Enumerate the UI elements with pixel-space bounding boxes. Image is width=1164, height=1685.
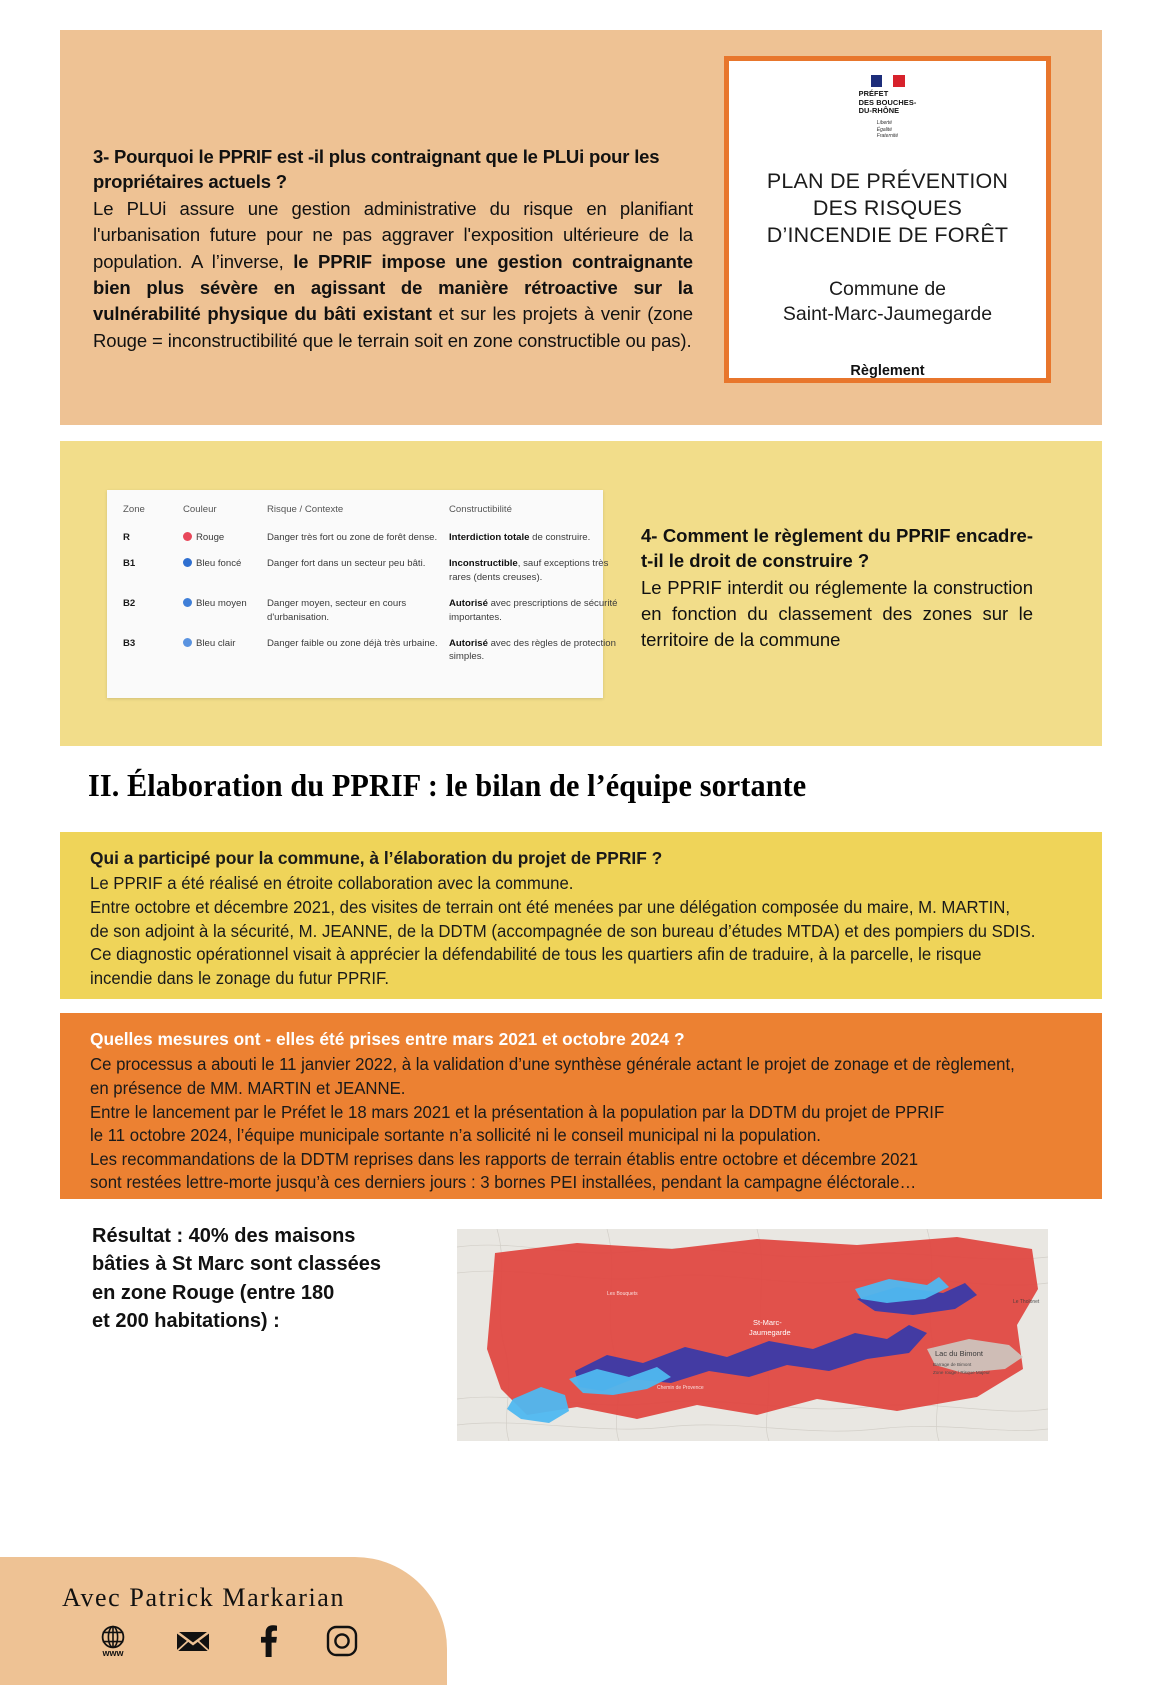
participation-lines — [90, 872, 1088, 990]
zone-risk-cell: Danger faible ou zone déjà très urbaine. — [267, 637, 438, 649]
email-link[interactable] — [176, 1629, 210, 1653]
facebook-link[interactable] — [258, 1625, 278, 1657]
header-couleur: Couleur — [183, 504, 217, 515]
measures-text — [90, 1027, 1088, 1195]
header-zone: Zone — [123, 504, 145, 515]
motto-fraternite: Fraternité — [876, 132, 899, 139]
zone-table-body — [107, 526, 635, 671]
zone-code-cell: R — [123, 532, 130, 543]
color-swatch-icon — [183, 558, 192, 567]
svg-text:www: www — [102, 1648, 124, 1657]
motto-liberte: Liberté — [876, 120, 893, 127]
zoning-map-graphic — [457, 1229, 1048, 1441]
website-link[interactable] — [98, 1625, 128, 1657]
result-lines — [92, 1222, 422, 1336]
footer-banner — [0, 1557, 447, 1685]
commune-line-2: Saint-Marc-Jaumegarde — [782, 303, 993, 326]
prefecture-logo — [729, 75, 1046, 142]
measures-line: sont restées lettre-morte jusqu’à ces derniers jours : 3 bornes PEI installées, pendant la campagne éléctorale… — [90, 1172, 917, 1193]
zone-constructibility-cell: Autorisé avec prescriptions de sécurité importantes. — [449, 597, 618, 623]
result-line: bâties à St Marc sont classées — [92, 1253, 382, 1276]
measures-line: le 11 octobre 2024, l’équipe municipale sortante n’a sollicité ni le conseil municipal ni la population. — [90, 1125, 821, 1146]
color-swatch-icon — [183, 638, 192, 647]
map-label-lake: Lac du Bimont — [935, 1349, 983, 1358]
table-row — [107, 632, 635, 672]
result-line: en zone Rouge (entre 180 — [92, 1281, 335, 1304]
map-label-commune-2: Jaumegarde — [749, 1328, 791, 1337]
measures-lines — [90, 1053, 1088, 1194]
map-label-minor-3: Le Tholonet — [1013, 1299, 1040, 1305]
question-3-title: 3- Pourquoi le PPRIF est -il plus contraignant que le PLUi pour les propriétaires actuels ? — [93, 146, 660, 192]
zone-constructibility-cell: Inconstructible, sauf exceptions très rares (dents creuses). — [449, 557, 609, 583]
participation-text — [90, 846, 1088, 990]
french-flag-icon — [871, 75, 905, 87]
zone-risk-cell: Danger très fort ou zone de forêt dense. — [267, 532, 438, 543]
constructibility-keyword: Autorisé — [449, 637, 488, 649]
pprif-cover-inner — [729, 61, 1046, 378]
map-label-minor-1: Les Bouquets — [607, 1291, 638, 1297]
participation-section — [60, 832, 1102, 999]
zone-constructibility-cell: Autorisé avec des règles de protection simples. — [449, 637, 616, 663]
pprif-cover-title — [767, 168, 1009, 249]
question-4-body: Le PPRIF interdit ou réglemente la construction en fonction du classement des zones sur le territoire de la commune — [641, 576, 1033, 651]
email-icon — [176, 1629, 210, 1653]
cover-title-line-2: DES RISQUES — [812, 196, 963, 221]
instagram-link[interactable] — [326, 1625, 358, 1657]
measures-question: Quelles mesures ont - elles été prises entre mars 2021 et octobre 2024 ? — [90, 1029, 685, 1049]
cover-subtitle-reglement: Règlement — [850, 363, 925, 380]
zone-table-head — [107, 490, 635, 526]
zone-color-cell: Rouge — [183, 526, 267, 552]
color-swatch-icon — [183, 532, 192, 541]
participation-line: incendie dans le zonage du futur PPRIF. — [90, 967, 390, 988]
zone-code-cell: B1 — [123, 557, 136, 569]
table-row — [107, 526, 635, 552]
q3-text-bold: le PPRIF impose une gestion contraignante bien plus sévère en agissant de manière rétroactive sur la vulnérabilité physique du bâti existant — [93, 250, 693, 325]
zone-color-cell: Bleu moyen — [183, 592, 267, 632]
participation-line: Ce diagnostic opérationnel visait à apprécier la défendabilité de tous les quartiers afin de traduire, à la parcelle, le risque — [90, 944, 982, 965]
prefet-line-2: DES BOUCHES- — [858, 97, 917, 107]
pprif-zoning-map — [457, 1229, 1048, 1441]
footer-social-links — [98, 1625, 358, 1657]
commune-line-1: Commune de — [828, 278, 947, 301]
prefet-line-3: DU-RHÔNE — [858, 106, 900, 116]
question-3-block — [93, 145, 693, 354]
q3-text-part2: et sur les projets à venir (zone Rouge = inconstructibilité que le terrain soit en zone constructible ou pas). — [93, 303, 693, 351]
measures-line: Les recommandations de la DDTM reprises dans les rapports de terrain établis entre octobre et décembre 2021 — [90, 1148, 919, 1169]
measures-section — [60, 1013, 1102, 1199]
motto-egalite: Égalité — [876, 126, 893, 133]
participation-line: Entre octobre et décembre 2021, des visites de terrain ont été menées par une délégation composée du maire, M. MARTIN, — [90, 896, 1011, 917]
question-3-body — [93, 196, 693, 354]
cover-title-line-3: D’INCENDIE DE FORÊT — [766, 223, 1009, 248]
map-label-risk: Zone rouge / Risque Majeur — [933, 1370, 990, 1375]
result-statement — [92, 1222, 422, 1336]
participation-line: Le PPRIF a été réalisé en étroite collaboration avec la commune. — [90, 873, 574, 894]
map-label-commune-1: St-Marc- — [753, 1318, 782, 1327]
zone-risk-cell: Danger moyen, secteur en cours d'urbanisation. — [267, 597, 407, 623]
constructibility-keyword: Autorisé — [449, 597, 488, 609]
zone-color-cell: Bleu foncé — [183, 552, 267, 592]
zone-code-cell: B3 — [123, 637, 136, 649]
result-line: et 200 habitations) : — [92, 1310, 280, 1333]
table-row — [107, 552, 635, 592]
cover-title-line-1: PLAN DE PRÉVENTION — [766, 168, 1009, 193]
zone-risk-cell: Danger fort dans un secteur peu bâti. — [267, 557, 426, 569]
header-constructibilite: Constructibilité — [449, 504, 512, 515]
prefecture-name — [859, 90, 917, 116]
zone-color-cell: Bleu clair — [183, 632, 267, 672]
result-line: Résultat : 40% des maisons — [92, 1225, 356, 1247]
participation-question: Qui a participé pour la commune, à l’élaboration du projet de PPRIF ? — [90, 848, 663, 868]
zone-table-header-row — [107, 490, 635, 526]
q3-text-part1: Le PLUi assure une gestion administrative du risque en planifiant l'urbanisation future pour ne pas aggraver l'exposition ultérieure de la population. A l’inverse, — [93, 198, 693, 272]
map-label-minor-2: Chemin de Provence — [657, 1385, 704, 1391]
measures-line: Entre le lancement par le Préfet le 18 mars 2021 et la présentation à la population par la DDTM du projet de PPRIF — [90, 1101, 945, 1122]
question-4-block — [641, 524, 1033, 653]
color-swatch-icon — [183, 598, 192, 607]
pprif-cover-thumbnail — [724, 56, 1051, 383]
section-2-heading: II. Élaboration du PPRIF : le bilan de l’équipe sortante — [88, 768, 807, 803]
zone-classification-table-card — [107, 490, 618, 698]
measures-line: Ce processus a abouti le 11 janvier 2022, à la validation d’une synthèse générale actant le projet de zonage et de règlement, — [90, 1054, 1015, 1075]
constructibility-keyword: Inconstructible — [449, 557, 518, 569]
republic-motto — [877, 120, 898, 139]
zone-code-cell: B2 — [123, 597, 136, 609]
zone-constructibility-cell: Interdiction totale de construire. — [449, 532, 591, 543]
participation-line: de son adjoint à la sécurité, M. JEANNE, de la DDTM (accompagnée de son bureau d’études MTDA) et des pompiers du SDIS. — [90, 920, 1036, 941]
measures-line: en présence de MM. MARTIN et JEANNE. — [90, 1077, 406, 1098]
footer-author-name: Avec Patrick Markarian — [62, 1583, 346, 1612]
pprif-cover-commune — [783, 277, 992, 327]
question-4-title: 4- Comment le règlement du PPRIF encadre-t-il le droit de construire ? — [641, 525, 1033, 571]
table-row — [107, 592, 635, 632]
header-risque: Risque / Contexte — [267, 504, 344, 515]
globe-www-icon — [98, 1625, 128, 1657]
facebook-icon — [258, 1625, 278, 1657]
zone-classification-table — [107, 490, 635, 671]
instagram-icon — [326, 1625, 358, 1657]
constructibility-keyword: Interdiction totale — [449, 532, 530, 543]
map-label-barrage: Barrage de Bimont — [933, 1362, 972, 1367]
prefet-line-1: PRÉFET — [858, 89, 889, 98]
